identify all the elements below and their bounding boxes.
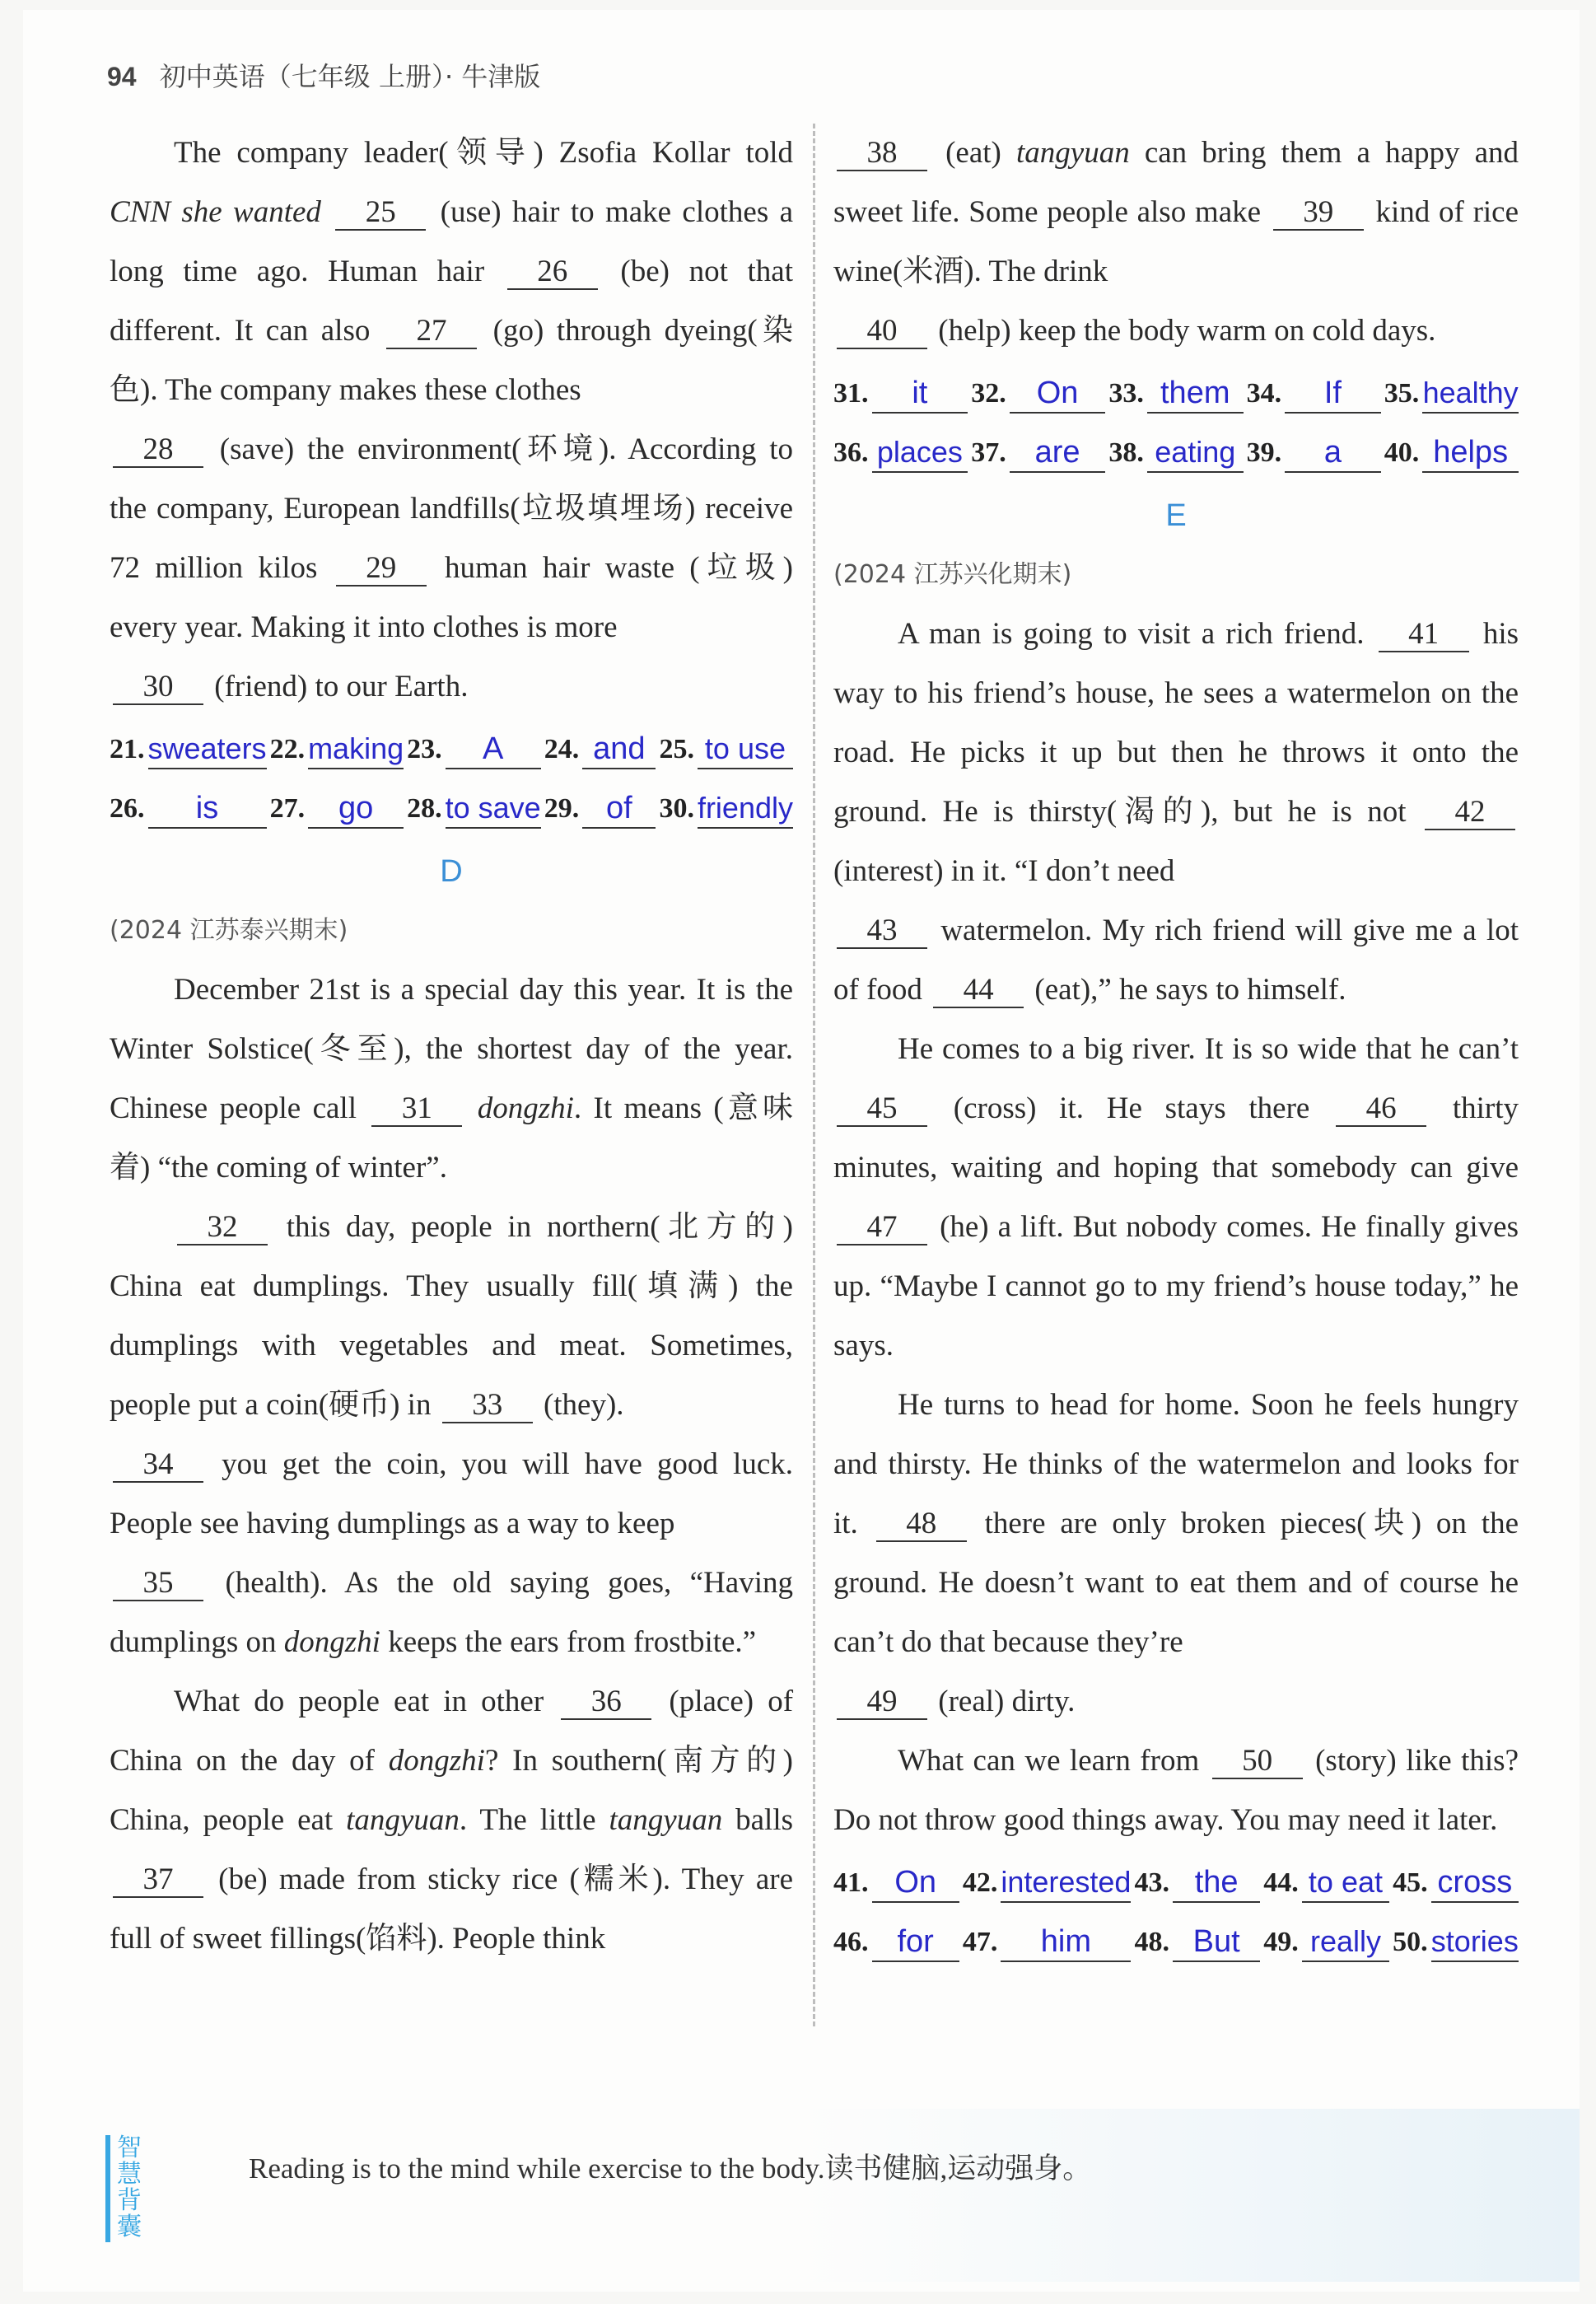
blank-43: 43 bbox=[837, 914, 927, 949]
footer-tag: 智慧背囊 bbox=[117, 2133, 142, 2241]
footer-quote: Reading is to the mind while exercise to the body.读书健脑,运动强身。 bbox=[249, 2152, 1092, 2185]
blank-29: 29 bbox=[336, 552, 427, 587]
answer-item: 30. friendly bbox=[659, 779, 793, 839]
answer-item: 49. really bbox=[1263, 1913, 1389, 1972]
passage-c-paragraph: The company leader(领导) Zsofia Kollar told CNN she wanted 25 (use) hair to make clothes a long time ago. Human hair 26 (be) not that different. It can also 27 (go) through dyeing(染色). The company makes these clothes 28 (save) the environment(环境). According to the company, European landfills(垃圾填埋场) receive 72 million kilos 29 human hair waste (垃圾) every year. Making it into clothes is more 30 (friend) to our Earth. bbox=[110, 136, 794, 703]
passage-d-paragraph-3: What do people eat in other 36 (place) of China on the day of dongzhi? In southern(南方的) China, people eat tangyuan. The little tangyuan balls 37 (be) made from sticky rice (糯米). They are full of sweet fillings(馅料). People think bbox=[110, 1685, 794, 1956]
blank-49: 49 bbox=[837, 1685, 927, 1720]
answer-item: 44. to eat bbox=[1263, 1853, 1389, 1913]
passage-e-paragraph-3: He turns to head for home. Soon he feels hungry and thirsty. He thinks of the watermelon and looks for it. 48 there are only broken pieces(块) on the ground. He doesn’t want to eat them and of course he can’t do that because they’re 49 (real) dirty. bbox=[833, 1388, 1519, 1718]
section-e-source: (2024 江苏兴化期末) bbox=[833, 560, 1072, 589]
blank-31: 31 bbox=[371, 1092, 462, 1127]
answer-item: 42. interested bbox=[963, 1853, 1132, 1913]
blank-27: 27 bbox=[386, 315, 477, 349]
passage-e-paragraph-1: A man is going to visit a rich friend. 41 his way to his friend’s house, he sees a watermelon on the road. He picks it up but then he throws it onto the ground. He is thirsty(渴的), but he is not 42 (interest) in it. “I don’t need 43 watermelon. My rich friend will give me a lot of food 44 (eat),” he says to himself. bbox=[833, 617, 1519, 1007]
footer-panel bbox=[23, 2109, 1580, 2282]
answer-item: 43. the bbox=[1134, 1853, 1260, 1913]
answer-item: 32. On bbox=[971, 364, 1105, 423]
blank-37: 37 bbox=[113, 1863, 203, 1898]
answer-item: 38. eating bbox=[1108, 423, 1243, 483]
blank-25: 25 bbox=[335, 196, 426, 231]
blank-45: 45 bbox=[837, 1092, 927, 1127]
blank-46: 46 bbox=[1336, 1092, 1426, 1127]
blank-48: 48 bbox=[876, 1507, 967, 1542]
answer-key-d bbox=[833, 364, 1519, 483]
answer-item: 50. stories bbox=[1393, 1913, 1519, 1972]
answer-item: 47. him bbox=[963, 1913, 1132, 1972]
page-number: 94 bbox=[107, 62, 137, 91]
blank-33: 33 bbox=[442, 1389, 533, 1423]
answer-item: 39. a bbox=[1247, 423, 1381, 483]
answer-item: 33. them bbox=[1108, 364, 1243, 423]
answer-item: 25. to use bbox=[659, 720, 793, 779]
blank-30: 30 bbox=[113, 671, 203, 705]
blank-35: 35 bbox=[113, 1567, 203, 1601]
blank-42: 42 bbox=[1425, 796, 1515, 830]
section-e-heading: E bbox=[1165, 498, 1187, 533]
page-header bbox=[107, 56, 540, 94]
blank-39: 39 bbox=[1273, 196, 1364, 231]
blank-32: 32 bbox=[177, 1211, 268, 1245]
blank-40: 40 bbox=[837, 315, 927, 349]
section-d-source: (2024 江苏泰兴期末) bbox=[110, 916, 348, 945]
passage-d-continued: 38 (eat) tangyuan can bring them a happy and sweet life. Some people also make 39 kind of rice wine(米酒). The drink 40 (help) keep the body warm on cold days. bbox=[833, 136, 1519, 348]
blank-38: 38 bbox=[837, 137, 927, 171]
answer-item: 31. it bbox=[833, 364, 968, 423]
blank-47: 47 bbox=[837, 1211, 927, 1245]
passage-d-paragraph-2: 32 this day, people in northern(北方的) China eat dumplings. They usually fill(填满) the dumplings with vegetables and meat. Sometimes, people put a coin(硬币) in 33 (they). 34 you get the coin, you will have good luck. People see having dumplings as a way to keep 35 (health). As the old saying goes, “Having dumplings on dongzhi keeps the ears from frostbite.” bbox=[110, 1210, 794, 1659]
passage-e-paragraph-4: What can we learn from 50 (story) like this? Do not throw good things away. You may need it later. bbox=[833, 1744, 1519, 1837]
answer-item: 26. is bbox=[110, 779, 267, 839]
blank-44: 44 bbox=[933, 974, 1024, 1008]
answer-item: 22. making bbox=[270, 720, 404, 779]
answer-item: 34. If bbox=[1247, 364, 1381, 423]
passage-e-paragraph-2: He comes to a big river. It is so wide that he can’t 45 (cross) it. He stays there 46 thirty minutes, waiting and hoping that somebody can give 47 (he) a lift. But nobody comes. He finally gives up. “Maybe I cannot go to my friend’s house today,” he says. bbox=[833, 1032, 1519, 1362]
answer-item: 21. sweaters bbox=[110, 720, 267, 779]
passage-d-paragraph-1: December 21st is a special day this year. It is the Winter Solstice(冬至), the shortest day of the year. Chinese people call 31 dongzhi. It means (意味着) “the coming of winter”. bbox=[110, 973, 793, 1185]
column-divider bbox=[813, 124, 815, 2026]
answer-item: 23. A bbox=[407, 720, 541, 779]
blank-28: 28 bbox=[113, 433, 203, 468]
answer-key-e bbox=[833, 1853, 1519, 1972]
left-column bbox=[110, 124, 793, 1969]
answer-item: 29. of bbox=[544, 779, 656, 839]
section-d-heading: D bbox=[440, 854, 463, 889]
answer-item: 28. to save bbox=[407, 779, 541, 839]
answer-item: 36. places bbox=[833, 423, 968, 483]
answer-item: 45. cross bbox=[1393, 1853, 1519, 1913]
answer-item: 27. go bbox=[270, 779, 404, 839]
right-column bbox=[833, 124, 1519, 1975]
answer-item: 40. helps bbox=[1384, 423, 1519, 483]
blank-41: 41 bbox=[1379, 618, 1469, 652]
book-title: 初中英语（七年级 上册）· 牛津版 bbox=[159, 61, 541, 92]
answer-item: 46. for bbox=[833, 1913, 959, 1972]
answer-item: 41. On bbox=[833, 1853, 959, 1913]
answer-key-c bbox=[110, 720, 793, 839]
footer-accent-bar bbox=[105, 2135, 110, 2242]
blank-34: 34 bbox=[113, 1448, 203, 1483]
blank-26: 26 bbox=[507, 255, 598, 290]
answer-item: 48. But bbox=[1134, 1913, 1260, 1972]
blank-50: 50 bbox=[1212, 1745, 1303, 1779]
answer-item: 24. and bbox=[544, 720, 656, 779]
answer-item: 37. are bbox=[971, 423, 1105, 483]
answer-item: 35. healthy bbox=[1384, 364, 1519, 423]
blank-36: 36 bbox=[561, 1685, 651, 1720]
